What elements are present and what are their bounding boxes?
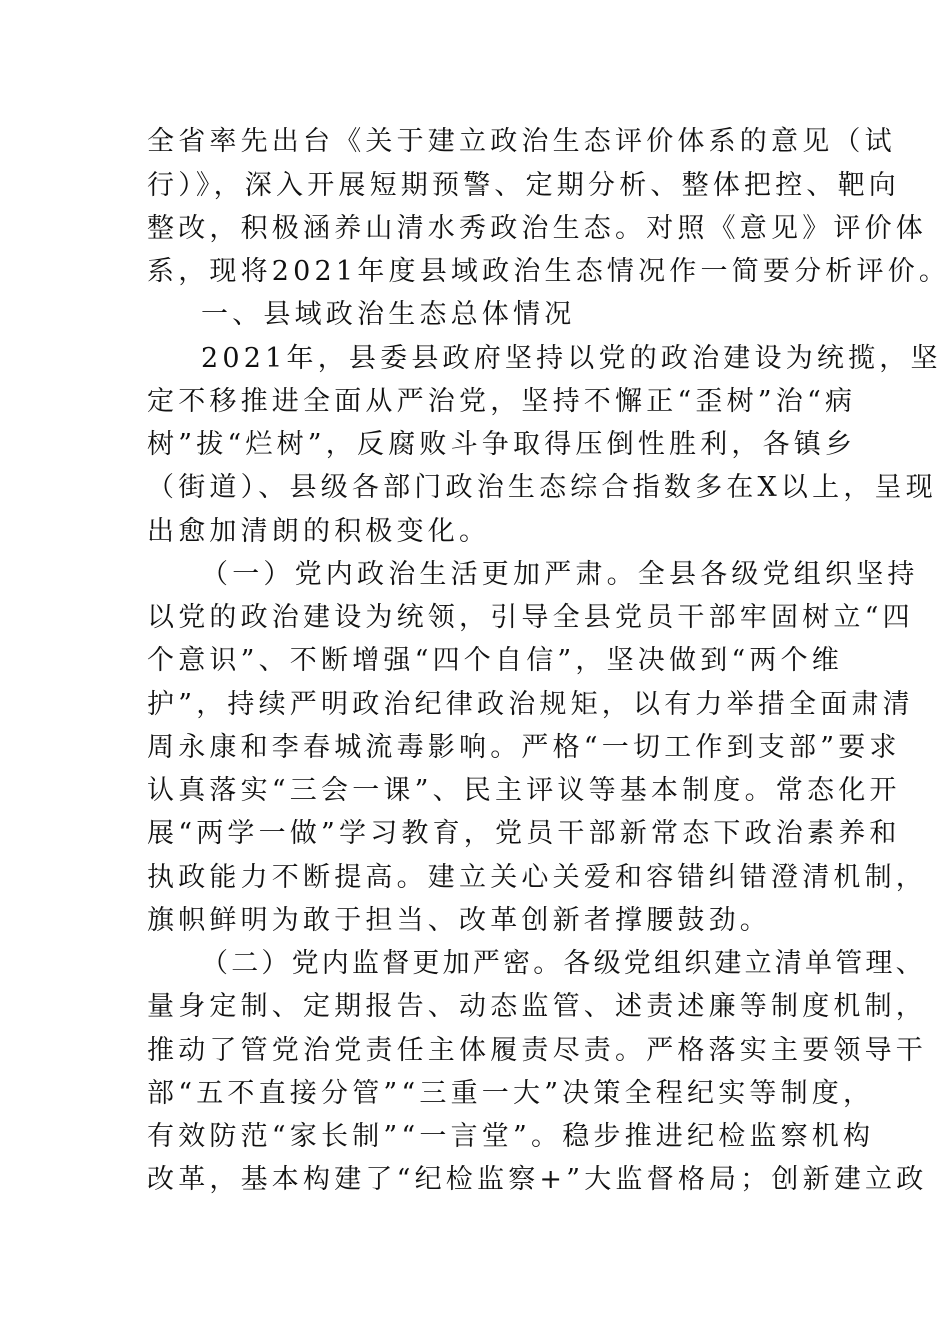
paragraph-line: 部“五不直接分管”“三重一大”决策全程纪实等制度， (147, 1078, 875, 1109)
paragraph-line: 量身定制、定期报告、动态监管、述责述廉等制度机制， (147, 991, 927, 1022)
paragraph-line: 定不移推进全面从严治党，坚持不懈正“歪树”治“病 (147, 386, 857, 417)
paragraph-line: 认真落实“三会一课”、民主评议等基本制度。常态化开 (147, 775, 901, 806)
paragraph-line: （街道）、县级各部门政治生态综合指数多在X以上，呈现 (147, 472, 937, 503)
paragraph-line: 周永康和李春城流毒影响。严格“一切工作到支部”要求 (147, 732, 901, 763)
paragraph-line: 行）》，深入开展短期预警、定期分析、整体把控、靶向 (147, 170, 900, 201)
section-heading: 一、县域政治生态总体情况 (201, 299, 576, 330)
paragraph-line: 推动了管党治党责任主体履责尽责。严格落实主要领导干 (147, 1035, 927, 1066)
paragraph-line: 树”拔“烂树”，反腐败斗争取得压倒性胜利，各镇乡 (147, 429, 857, 460)
paragraph-line: 以党的政治建设为统领，引导全县党员干部牢固树立“四 (147, 602, 914, 633)
subsection-heading: （二）党内监督更加严密。各级党组织建立清单管理、 (201, 948, 926, 979)
paragraph-line: 护”，持续严明政治纪律政治规矩，以有力举措全面肃清 (147, 689, 914, 720)
paragraph-line: 出愈加清朗的积极变化。 (147, 516, 491, 547)
paragraph-line: 展“两学一做”学习教育，党员干部新常态下政治素养和 (147, 818, 901, 849)
paragraph-line: 有效防范“家长制”“一言堂”。稳步推进纪检监察机构 (147, 1121, 875, 1152)
paragraph-line: 2021年，县委县政府坚持以党的政治建设为统揽，坚 (201, 343, 942, 374)
paragraph-line: 旗帜鲜明为敢于担当、改革创新者撑腰鼓劲。 (147, 905, 771, 936)
paragraph-line: 执政能力不断提高。建立关心关爱和容错纠错澄清机制， (147, 862, 927, 893)
paragraph-line: 改革，基本构建了“纪检监察+”大监督格局；创新建立政 (147, 1164, 928, 1195)
paragraph-line: 全省率先出台《关于建立政治生态评价体系的意见（试 (147, 126, 896, 157)
paragraph-line: 个意识”、不断增强“四个自信”，坚决做到“两个维 (147, 645, 844, 676)
subsection-heading: （一）党内政治生活更加严肃。全县各级党组织坚持 (201, 559, 919, 590)
paragraph-line: 整改，积极涵养山清水秀政治生态。对照《意见》评价体 (147, 213, 927, 244)
paragraph-line: 系，现将2021年度县域政治生态情况作一简要分析评价。 (147, 256, 950, 287)
